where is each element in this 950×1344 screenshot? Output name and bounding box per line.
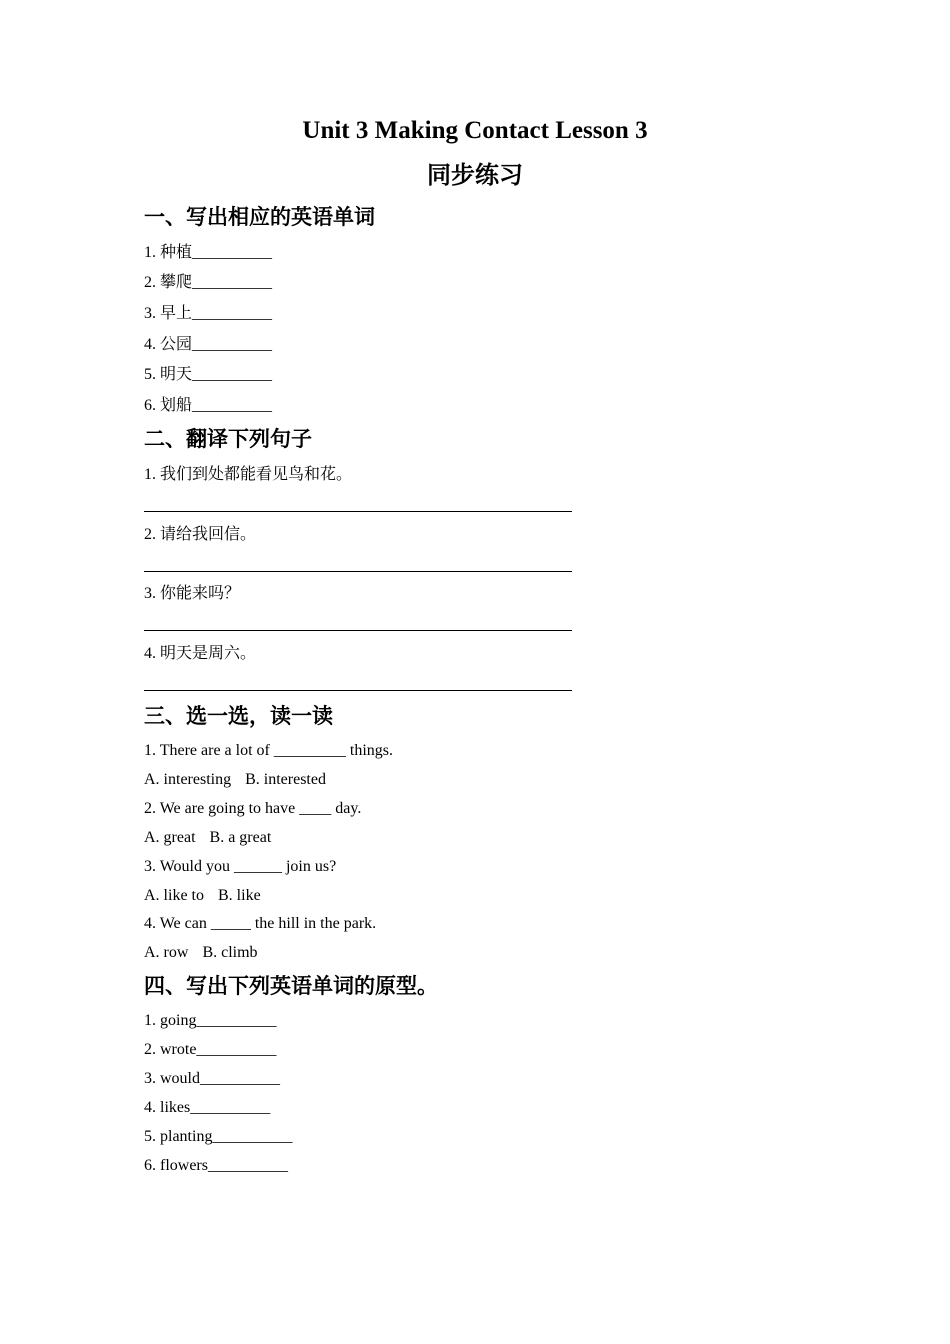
- question-1-option-b: B. interested: [245, 771, 326, 788]
- section-4-item-5: 5. planting__________: [144, 1128, 293, 1145]
- question-3-options: [144, 886, 261, 906]
- question-4: 4. We can _____ the hill in the park.: [144, 915, 377, 932]
- section-1-item-1: 1. 种植__________: [144, 244, 273, 261]
- section-4-heading: 四、写出下列英语单词的原型。: [144, 974, 438, 998]
- question-2-option-b: B. a great: [209, 829, 272, 846]
- question-1-option-a: A. interesting: [144, 771, 232, 788]
- answer-line-3: [144, 630, 572, 631]
- question-2-options: [144, 828, 271, 848]
- section-4-item-4: 4. likes__________: [144, 1099, 271, 1116]
- question-2: 2. We are going to have ____ day.: [144, 800, 362, 817]
- question-3-option-b: B. like: [218, 887, 261, 904]
- section-4-item-6: 6. flowers__________: [144, 1157, 288, 1174]
- question-4-option-b: B. climb: [202, 944, 258, 961]
- section-1-heading: 一、写出相应的英语单词: [144, 205, 375, 229]
- section-1-item-5: 5. 明天__________: [144, 366, 273, 383]
- section-2-heading: 二、翻译下列句子: [144, 427, 312, 451]
- section-2-item-4: 4. 明天是周六。: [144, 645, 257, 662]
- section-1-item-4: 4. 公园__________: [144, 336, 273, 353]
- question-3-option-a: A. like to: [144, 887, 204, 904]
- section-4-item-1: 1. going__________: [144, 1012, 277, 1029]
- question-3: 3. Would you ______ join us?: [144, 858, 337, 875]
- page-title: Unit 3 Making Contact Lesson 3: [302, 117, 648, 144]
- answer-line-4: [144, 690, 572, 691]
- section-2-item-2: 2. 请给我回信。: [144, 526, 257, 543]
- answer-line-2: [144, 571, 572, 572]
- section-3-heading: 三、选一选，读一读: [144, 704, 333, 728]
- question-1: 1. There are a lot of _________ things.: [144, 742, 393, 759]
- question-1-options: [144, 770, 326, 790]
- question-4-option-a: A. row: [144, 944, 189, 961]
- section-4-item-2: 2. wrote__________: [144, 1041, 277, 1058]
- question-2-option-a: A. great: [144, 829, 196, 846]
- section-2-item-1: 1. 我们到处都能看见鸟和花。: [144, 466, 353, 483]
- answer-line-1: [144, 511, 572, 512]
- section-2-item-3: 3. 你能来吗？: [144, 585, 241, 602]
- section-1-item-3: 3. 早上__________: [144, 305, 273, 322]
- section-1-item-6: 6. 划船__________: [144, 397, 273, 414]
- section-4-item-3: 3. would__________: [144, 1070, 280, 1087]
- section-1-item-2: 2. 攀爬__________: [144, 274, 273, 291]
- question-4-options: [144, 943, 258, 963]
- page-subtitle: 同步练习: [427, 161, 523, 189]
